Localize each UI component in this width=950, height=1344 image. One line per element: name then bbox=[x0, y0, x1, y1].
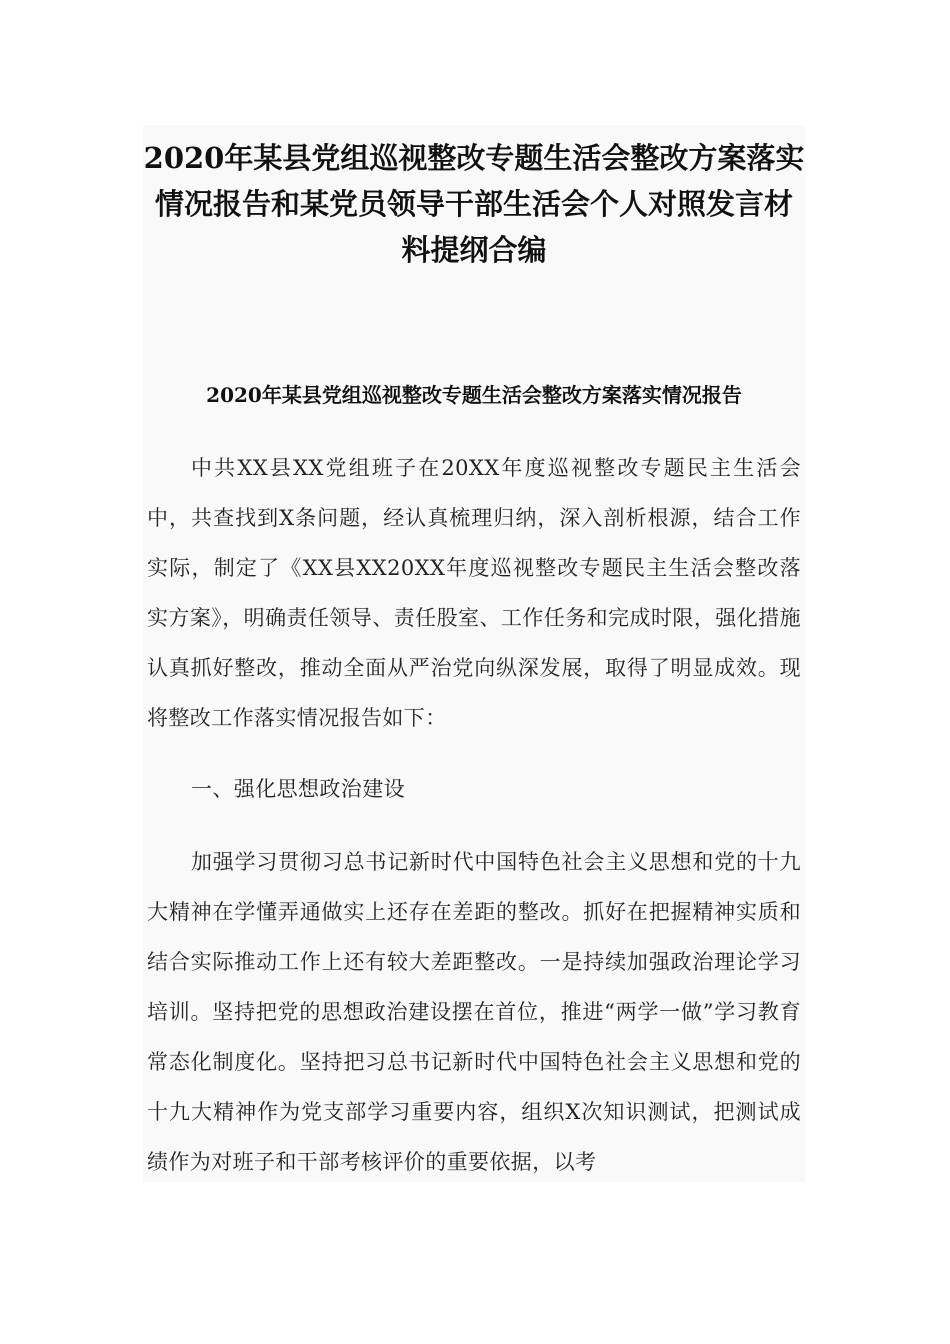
section-title: 2020年某县党组巡视整改专题生活会整改方案落实情况报告 bbox=[206, 383, 742, 407]
section-heading-1: 一、强化思想政治建设 bbox=[191, 777, 405, 801]
body-paragraph: 加强学习贯彻习总书记新时代中国特色社会主义思想和党的十九大精神在学懂弄通做实上还存在差距的整改。抓好在把握精神实质和结合实际推动工作上还有较大差距整改。一是持续加强政治理论学习培训。坚持把党的思想政治建设摆在首位，推进“两学一做”学习教育常态化制度化。坚持把习总书记新时代中国特色社会主义思想和党的十九大精神作为党支部学习重要内容，组织X次知识测试，把测试成绩作为对班子和干部考核评价的重要依据，以考 bbox=[147, 850, 801, 1174]
intro-paragraph: 中共XX县XX党组班子在20XX年度巡视整改专题民主生活会中，共查找到X条问题，经认真梳理归纳，深入剖析根源，结合工作实际，制定了《XX县XX20XX年度巡视整改专题民主生活会整改落实方案》，明确责任领导、责任股室、工作任务和完成时限，强化措施认真抓好整改，推动全面从严治党向纵深发展，取得了明显成效。现将整改工作落实情况报告如下： bbox=[147, 456, 801, 730]
document-page bbox=[143, 125, 805, 1182]
document-title: 2020年某县党组巡视整改专题生活会整改方案落实情况报告和某党员领导干部生活会个人对照发言材料提纲合编 bbox=[143, 141, 805, 267]
